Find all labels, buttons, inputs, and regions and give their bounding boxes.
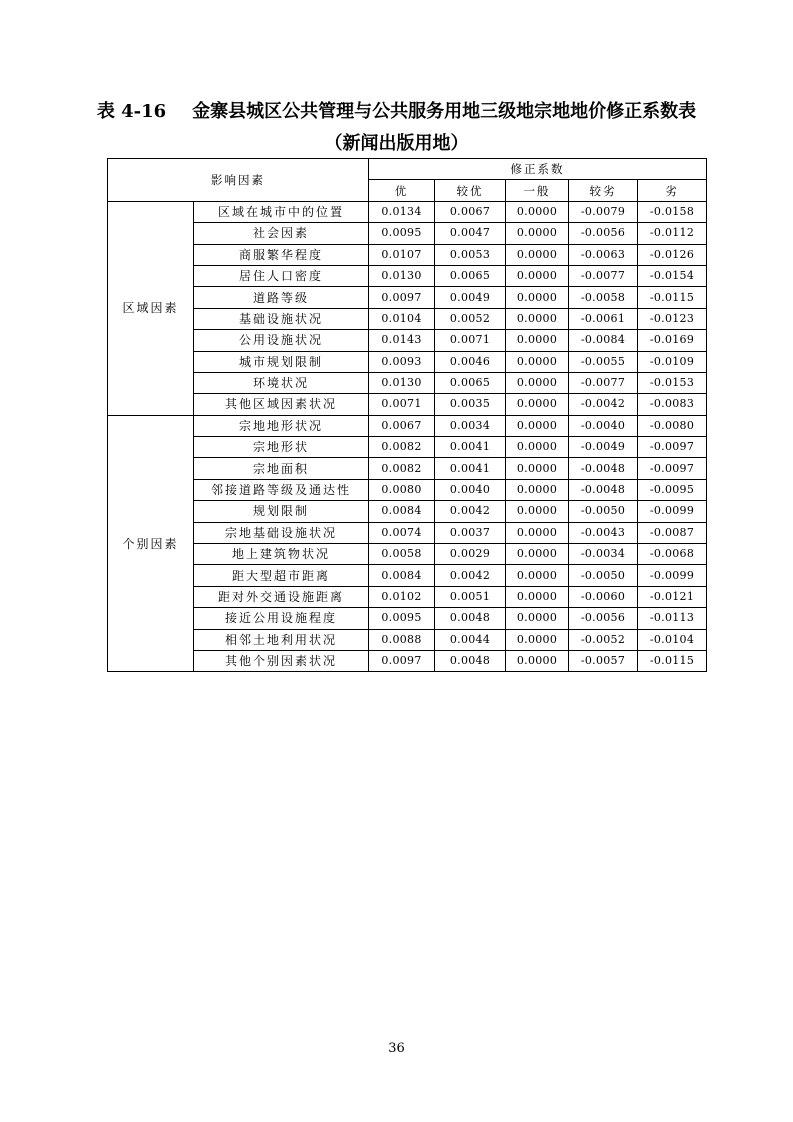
coefficient-cell: 0.0047 (435, 223, 506, 244)
coefficient-cell: 0.0058 (369, 544, 435, 565)
coefficient-cell: 0.0040 (435, 479, 506, 500)
coefficient-cell: 0.0000 (506, 201, 569, 222)
coefficient-cell: 0.0093 (369, 351, 435, 372)
factor-name: 距大型超市距离 (194, 565, 369, 586)
coefficient-cell: 0.0088 (369, 629, 435, 650)
coefficient-cell: -0.0112 (638, 223, 707, 244)
coefficient-cell: -0.0097 (638, 458, 707, 479)
header-level: 一般 (506, 180, 569, 201)
table-row (108, 394, 707, 415)
table-title-text: 金寨县城区公共管理与公共服务用地三级地宗地地价修正系数表 (192, 101, 697, 122)
coefficient-cell: 0.0130 (369, 372, 435, 393)
page-number: 36 (388, 1041, 405, 1056)
coefficient-cell: 0.0042 (435, 501, 506, 522)
coefficient-cell: 0.0071 (369, 394, 435, 415)
coefficient-cell: -0.0034 (569, 544, 638, 565)
coefficient-cell: -0.0097 (638, 437, 707, 458)
factor-name: 其他区域因素状况 (194, 394, 369, 415)
coefficient-cell: -0.0048 (569, 479, 638, 500)
coefficient-cell: 0.0000 (506, 608, 569, 629)
coefficient-cell: 0.0067 (435, 201, 506, 222)
factor-name: 邻接道路等级及通达性 (194, 479, 369, 500)
coefficient-cell: -0.0077 (569, 372, 638, 393)
coefficient-cell: -0.0042 (569, 394, 638, 415)
table-row (108, 479, 707, 500)
coefficient-cell: -0.0121 (638, 586, 707, 607)
header-level: 较优 (435, 180, 506, 201)
table-row (108, 372, 707, 393)
coefficient-cell: 0.0000 (506, 223, 569, 244)
table-row (108, 629, 707, 650)
coefficient-cell: 0.0029 (435, 544, 506, 565)
table-row (108, 415, 707, 436)
factor-group-name: 个别因素 (108, 415, 194, 672)
coefficient-cell: -0.0068 (638, 544, 707, 565)
table-row (108, 265, 707, 286)
coefficient-cell: 0.0000 (506, 586, 569, 607)
coefficient-cell: 0.0051 (435, 586, 506, 607)
coefficient-cell: 0.0041 (435, 458, 506, 479)
coefficient-cell: -0.0084 (569, 330, 638, 351)
coefficient-cell: 0.0046 (435, 351, 506, 372)
coefficient-cell: -0.0109 (638, 351, 707, 372)
table-number: 表 4-16 (96, 101, 167, 122)
coefficient-cell: 0.0067 (369, 415, 435, 436)
coefficient-cell: 0.0000 (506, 351, 569, 372)
factor-name: 宗地地形状况 (194, 415, 369, 436)
coefficient-cell: -0.0079 (569, 201, 638, 222)
header-factor: 影响因素 (108, 159, 369, 202)
table-row (108, 437, 707, 458)
coefficient-cell: 0.0074 (369, 522, 435, 543)
coefficient-cell: -0.0057 (569, 650, 638, 671)
coefficient-cell: 0.0042 (435, 565, 506, 586)
factor-name: 区域在城市中的位置 (194, 201, 369, 222)
coefficient-cell: 0.0000 (506, 372, 569, 393)
table-row (108, 650, 707, 671)
coefficient-cell: 0.0071 (435, 330, 506, 351)
coefficient-cell: 0.0000 (506, 458, 569, 479)
factor-name: 居住人口密度 (194, 265, 369, 286)
coefficient-cell: -0.0115 (638, 287, 707, 308)
coefficient-cell: -0.0115 (638, 650, 707, 671)
table-row (108, 287, 707, 308)
coefficient-cell: -0.0095 (638, 479, 707, 500)
coefficient-cell: 0.0035 (435, 394, 506, 415)
coefficient-cell: 0.0041 (435, 437, 506, 458)
table-row (108, 458, 707, 479)
coefficient-cell: 0.0000 (506, 522, 569, 543)
factor-group-name: 区域因素 (108, 201, 194, 415)
coefficient-cell: -0.0126 (638, 244, 707, 265)
coefficient-cell: 0.0143 (369, 330, 435, 351)
table-header (108, 159, 707, 202)
table-subtitle: （新闻出版用地） (324, 133, 469, 154)
header-level: 较劣 (569, 180, 638, 201)
coefficient-cell: 0.0084 (369, 501, 435, 522)
coefficient-cell: 0.0048 (435, 608, 506, 629)
coefficient-cell: -0.0083 (638, 394, 707, 415)
coefficient-cell: -0.0153 (638, 372, 707, 393)
coefficient-cell: 0.0048 (435, 650, 506, 671)
factor-name: 环境状况 (194, 372, 369, 393)
coefficient-cell: 0.0052 (435, 308, 506, 329)
factor-name: 地上建筑物状况 (194, 544, 369, 565)
coefficient-cell: 0.0053 (435, 244, 506, 265)
table-title (0, 100, 793, 124)
coefficient-cell: 0.0095 (369, 223, 435, 244)
coefficient-cell: 0.0000 (506, 244, 569, 265)
factor-name: 距对外交通设施距离 (194, 586, 369, 607)
coefficient-cell: -0.0058 (569, 287, 638, 308)
coefficient-cell: -0.0061 (569, 308, 638, 329)
coefficient-cell: 0.0130 (369, 265, 435, 286)
coefficient-cell: 0.0034 (435, 415, 506, 436)
header-level: 劣 (638, 180, 707, 201)
coefficient-cell: 0.0084 (369, 565, 435, 586)
coefficient-cell: 0.0049 (435, 287, 506, 308)
coefficient-cell: 0.0000 (506, 265, 569, 286)
header-coefficient: 修正系数 (369, 159, 707, 180)
coefficient-cell: 0.0000 (506, 330, 569, 351)
coefficient-cell: -0.0099 (638, 501, 707, 522)
factor-name: 道路等级 (194, 287, 369, 308)
coefficient-cell: -0.0056 (569, 223, 638, 244)
coefficient-cell: 0.0037 (435, 522, 506, 543)
coefficient-cell: -0.0049 (569, 437, 638, 458)
coefficient-cell: 0.0000 (506, 415, 569, 436)
factor-name: 公用设施状况 (194, 330, 369, 351)
coefficient-cell: 0.0107 (369, 244, 435, 265)
table-row (108, 330, 707, 351)
coefficient-cell: -0.0056 (569, 608, 638, 629)
coefficient-cell: 0.0097 (369, 650, 435, 671)
table-row (108, 544, 707, 565)
factor-name: 相邻土地利用状况 (194, 629, 369, 650)
coefficient-cell: -0.0099 (638, 565, 707, 586)
coefficient-cell: 0.0044 (435, 629, 506, 650)
header-level: 优 (369, 180, 435, 201)
table-row (108, 201, 707, 222)
coefficient-cell: -0.0060 (569, 586, 638, 607)
factor-name: 宗地面积 (194, 458, 369, 479)
coefficient-cell: 0.0000 (506, 394, 569, 415)
coefficient-cell: -0.0050 (569, 501, 638, 522)
coefficient-cell: -0.0113 (638, 608, 707, 629)
factor-name: 宗地形状 (194, 437, 369, 458)
coefficient-cell: -0.0055 (569, 351, 638, 372)
coefficient-cell: -0.0087 (638, 522, 707, 543)
coefficient-cell: -0.0063 (569, 244, 638, 265)
coefficient-cell: -0.0050 (569, 565, 638, 586)
table-row (108, 351, 707, 372)
coefficient-cell: 0.0000 (506, 565, 569, 586)
table-row (108, 608, 707, 629)
coefficient-cell: 0.0065 (435, 265, 506, 286)
coefficient-cell: -0.0048 (569, 458, 638, 479)
coefficient-cell: 0.0102 (369, 586, 435, 607)
coefficient-cell: -0.0123 (638, 308, 707, 329)
coefficient-cell: 0.0000 (506, 287, 569, 308)
table-row (108, 522, 707, 543)
factor-name: 商服繁华程度 (194, 244, 369, 265)
factor-name: 接近公用设施程度 (194, 608, 369, 629)
factor-name: 城市规划限制 (194, 351, 369, 372)
coefficient-cell: 0.0000 (506, 479, 569, 500)
coefficient-cell: 0.0065 (435, 372, 506, 393)
coefficient-cell: 0.0080 (369, 479, 435, 500)
factor-name: 宗地基础设施状况 (194, 522, 369, 543)
coefficient-cell: -0.0158 (638, 201, 707, 222)
coefficient-cell: 0.0097 (369, 287, 435, 308)
coefficient-cell: 0.0000 (506, 544, 569, 565)
table-row (108, 308, 707, 329)
coefficient-cell: 0.0082 (369, 437, 435, 458)
coefficient-cell: 0.0000 (506, 437, 569, 458)
table-row (108, 501, 707, 522)
coefficient-cell: -0.0077 (569, 265, 638, 286)
coefficient-cell: -0.0040 (569, 415, 638, 436)
coefficient-cell: 0.0000 (506, 629, 569, 650)
factor-name: 规划限制 (194, 501, 369, 522)
factor-name: 社会因素 (194, 223, 369, 244)
coefficient-cell: -0.0043 (569, 522, 638, 543)
coefficient-cell: -0.0080 (638, 415, 707, 436)
coefficient-cell: 0.0000 (506, 501, 569, 522)
coefficient-cell: -0.0154 (638, 265, 707, 286)
coefficient-cell: 0.0000 (506, 650, 569, 671)
correction-coefficient-table (107, 158, 707, 672)
table-body (108, 201, 707, 672)
coefficient-cell: 0.0095 (369, 608, 435, 629)
coefficient-cell: 0.0000 (506, 308, 569, 329)
coefficient-cell: -0.0169 (638, 330, 707, 351)
factor-name: 基础设施状况 (194, 308, 369, 329)
table-row (108, 244, 707, 265)
coefficient-cell: 0.0104 (369, 308, 435, 329)
coefficient-cell: -0.0104 (638, 629, 707, 650)
table-row (108, 586, 707, 607)
table-row (108, 223, 707, 244)
factor-name: 其他个别因素状况 (194, 650, 369, 671)
table-row (108, 565, 707, 586)
coefficient-cell: -0.0052 (569, 629, 638, 650)
coefficient-cell: 0.0134 (369, 201, 435, 222)
coefficient-cell: 0.0082 (369, 458, 435, 479)
